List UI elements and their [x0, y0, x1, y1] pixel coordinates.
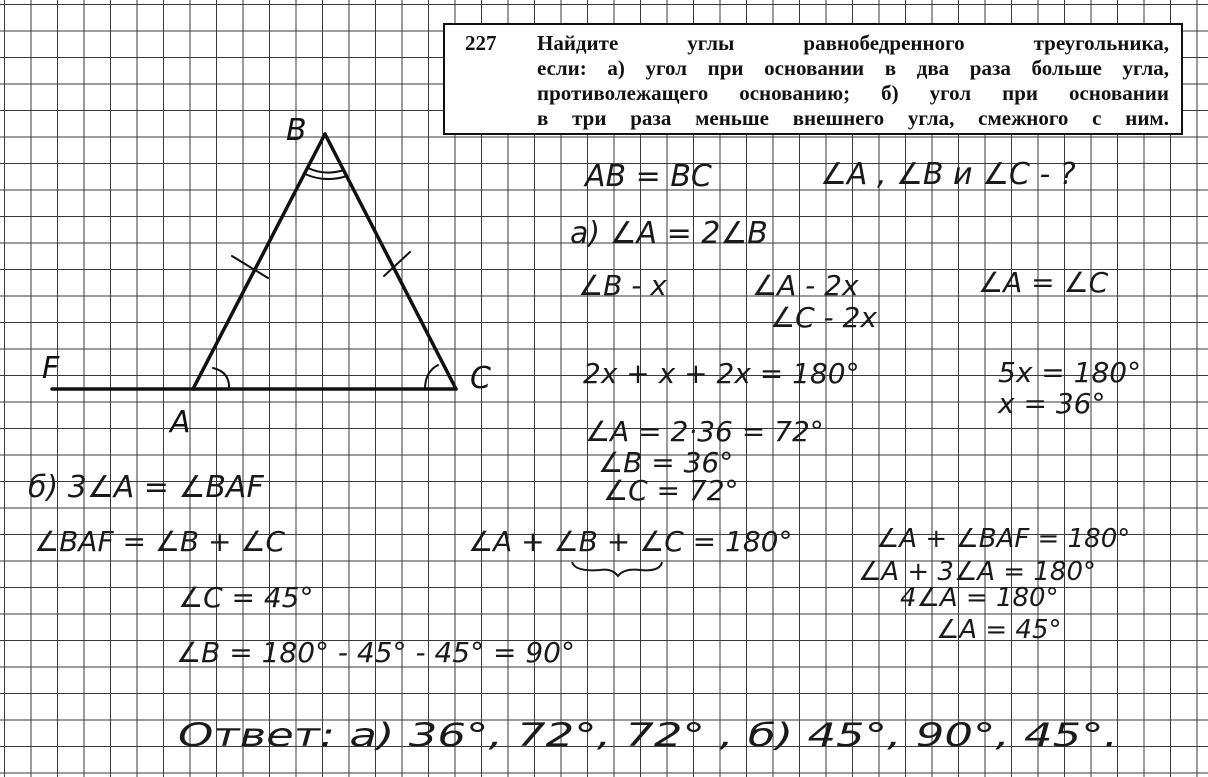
task-line-4: в три раза меньше внешнего угла, смежного с ним.: [537, 106, 1169, 130]
part-b-exterior-angle: ∠BAF = ∠B + ∠C: [34, 525, 286, 558]
angle-arc-b-1: [308, 168, 344, 173]
side-ab: [193, 134, 325, 389]
point-label-f: F: [42, 351, 60, 386]
triangle-figure: [52, 134, 456, 389]
vertex-label-a: A: [170, 405, 191, 440]
part-b-underbrace: [572, 562, 662, 576]
part-a-angle-b: ∠B = 36°: [598, 446, 734, 479]
task-line-3: противолежащего основанию; б) угол при основании: [537, 81, 1169, 105]
angle-arc-b-2: [305, 174, 347, 179]
vertex-label-b: B: [286, 113, 307, 148]
task-line-2: если: а) угол при основании в два раза больше угла,: [537, 56, 1169, 80]
part-a-condition: а) ∠A = 2∠B: [570, 216, 768, 251]
find-angles: ∠A , ∠B и ∠C - ?: [820, 157, 1076, 192]
angle-arc-c: [425, 365, 438, 389]
part-b-right-4: ∠A = 45°: [936, 615, 1062, 645]
angle-arc-a: [213, 368, 229, 389]
given-equal-sides: AB = BC: [585, 159, 712, 194]
final-answer: Ответ: а) 36°, 72°, 72° , б) 45°, 90°, 45°.: [178, 716, 1118, 754]
part-a-x-value: x = 36°: [998, 387, 1106, 420]
tick-ab: [232, 256, 268, 278]
task-line-1: Найдите углы равнобедренного треугольника,: [537, 31, 1169, 55]
part-b-angle-c: ∠C = 45°: [178, 581, 314, 614]
part-a-five-x: 5x = 180°: [998, 356, 1142, 389]
part-a-a-equals-c: ∠A = ∠C: [978, 266, 1109, 299]
part-b-condition: б) 3∠A = ∠BAF: [28, 470, 264, 505]
part-b-right-1: ∠A + ∠BAF = 180°: [876, 524, 1131, 554]
part-a-angle-a: ∠A = 2·36 = 72°: [585, 415, 824, 448]
task-number: 227: [465, 31, 497, 55]
vertex-label-c: C: [470, 361, 491, 396]
part-a-angle-c: ∠C = 72°: [603, 474, 739, 507]
side-bc: [325, 134, 456, 389]
part-b-angle-b: ∠B = 180° - 45° - 45° = 90°: [176, 636, 575, 669]
part-b-right-3: 4∠A = 180°: [900, 583, 1059, 613]
part-a-let-b: ∠B - x: [578, 269, 667, 302]
part-b-right-2: ∠A + 3∠A = 180°: [858, 557, 1096, 587]
part-a-let-c: ∠C - 2x: [770, 301, 877, 334]
part-b-angle-sum: ∠A + ∠B + ∠C = 180°: [468, 525, 793, 558]
part-a-equation: 2x + x + 2x = 180°: [583, 357, 860, 390]
part-a-let-a: ∠A - 2x: [752, 269, 859, 302]
